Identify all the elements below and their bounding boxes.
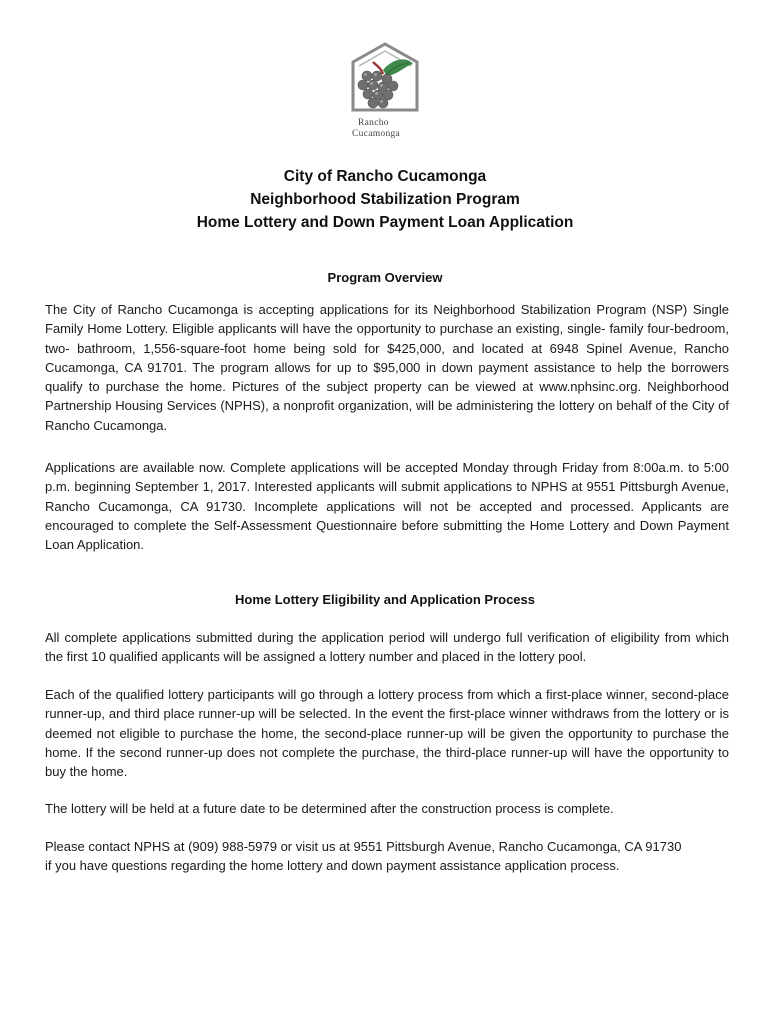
logo-line-1: Rancho bbox=[358, 118, 389, 128]
eligibility-paragraph-3: The lottery will be held at a future date to be determined after the construction process is complete. bbox=[45, 801, 614, 816]
logo-line-2: Cucamonga bbox=[352, 129, 401, 139]
logo-wordmark bbox=[352, 118, 432, 140]
title-line-3: Home Lottery and Down Payment Loan Application bbox=[196, 214, 574, 231]
eligibility-paragraph-2: Each of the qualified lottery participants will go through a lottery process from which a first-place winner, second-place runner-up, and third place runner-up will be selected. In the event the first-place winner withdraws from the lottery or is deemed not eligible to purchase the home, the second-place runner-up will be given the opportunity to purchase the home. If the second runner-up does not complete the purchase, the third-place runner-up will have the opportunity to buy the home. bbox=[45, 687, 729, 780]
grape-cluster-shield-icon bbox=[343, 40, 427, 120]
eligibility-paragraph-1: All complete applications submitted during the application period will undergo full verification of eligibility from which the first 10 qualified applicants will be assigned a lottery number and placed in the lottery pool. bbox=[45, 630, 729, 665]
contact-paragraph bbox=[45, 837, 729, 876]
title-line-2: Neighborhood Stabilization Program bbox=[250, 191, 520, 208]
title-line-1: City of Rancho Cucamonga bbox=[283, 168, 487, 185]
eligibility-heading: Home Lottery Eligibility and Application Process bbox=[234, 592, 535, 607]
program-overview-heading: Program Overview bbox=[327, 270, 443, 285]
contact-line-2: if you have questions regarding the home lottery and down payment assistance application process. bbox=[45, 858, 620, 874]
overview-paragraph-2: Applications are available now. Complete applications will be accepted Monday through Friday from 8:00a.m. to 5:00 p.m. beginning September 1, 2017. Interested applicants will submit applications to NPHS at 9551 Pittsburgh Avenue, Rancho Cucamonga, CA 91730. Incomplete applications will not be accepted and processed. Applicants are encouraged to complete the Self-Assessment Questionnaire before submitting the Home Lottery and Down Payment Loan Application. bbox=[45, 460, 729, 553]
contact-line-1: Please contact NPHS at (909) 988-5979 or visit us at 9551 Pittsburgh Avenue, Rancho Cucamonga, CA 91730 bbox=[45, 839, 682, 854]
overview-paragraph-1: The City of Rancho Cucamonga is accepting applications for its Neighborhood Stabilization Program (NSP) Single Family Home Lottery. Eligible applicants will have the opportunity to purchase an existing, single- family four-bedroom, two- bathroom, 1,556-square-foot home being sold for $425,000, and located at 6948 Spinel Avenue, Rancho Cucamonga, CA 91701. The program allows for up to $95,000 in down payment assistance to help the borrowers qualify to purchase the home. Pictures of the subject property can be viewed at www.nphsinc.org. Neighborhood Partnership Housing Services (NPHS), a nonprofit organization, will be administering the lottery on behalf of the City of Rancho Cucamonga. bbox=[45, 302, 729, 433]
document-title bbox=[0, 165, 770, 234]
